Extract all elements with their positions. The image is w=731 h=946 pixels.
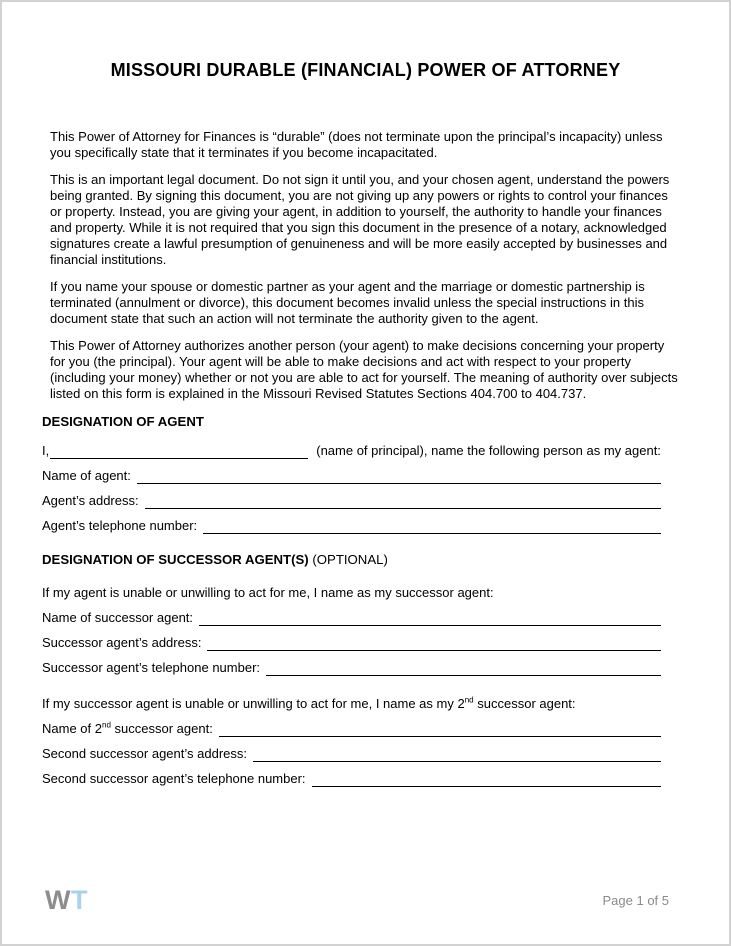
agent-address-field[interactable] (145, 495, 661, 509)
agent-name-field[interactable] (137, 470, 661, 484)
successor-address-label: Successor agent’s address: (42, 635, 202, 650)
principal-name-row (42, 442, 661, 459)
agent-phone-label: Agent’s telephone number: (42, 518, 198, 533)
second-successor-address-field[interactable] (253, 748, 661, 762)
successor-intro-text: If my agent is unable or unwilling to act for me, I name as my successor agent: (42, 585, 494, 600)
second-successor-phone-row (42, 770, 661, 787)
designation-of-successor-heading (42, 551, 679, 568)
successor-heading-bold: DESIGNATION OF SUCCESSOR AGENT(S) (42, 552, 309, 567)
second-successor-name-suffix: successor agent: (110, 721, 213, 736)
second-successor-address-label: Second successor agent’s address: (42, 746, 247, 761)
logo-letter-w: W (45, 885, 71, 915)
successor-address-field[interactable] (207, 637, 661, 651)
principal-name-field[interactable] (50, 445, 308, 459)
second-successor-address-row (42, 745, 661, 762)
successor-phone-field[interactable] (266, 662, 661, 676)
agent-address-row (42, 492, 661, 509)
second-successor-name-field[interactable] (219, 723, 661, 737)
principal-suffix-label: (name of principal), name the following person as my agent: (316, 443, 661, 458)
intro-paragraph-important-legal: This is an important legal document. Do not sign it until you, and your chosen agent, understand the powers being granted. By signing this document, you are not giving up any powers or rights to control your finances or property. Instead, you are giving your agent, in addition to yourself, the authority to handle your finances and property. While it is not required that you sign this document in the presence of a notary, acknowledged signatures create a lawful presumption of genuineness and will be more easily accepted by businesses and financial institutions. (50, 172, 670, 267)
second-successor-intro-suffix: successor agent: (473, 696, 576, 711)
successor-name-field[interactable] (199, 612, 661, 626)
intro-paragraph-authorizes: This Power of Attorney authorizes another person (your agent) to make decisions concerning your property for you (the principal). Your agent will be able to make decisions and act with respect to your property (including your money) whether or not you are able to act for yourself. The meaning of authority over subjects listed on this form is explained in the Missouri Revised Statutes Sections 404.700 to 404.737. (50, 338, 678, 401)
agent-phone-row (42, 517, 661, 534)
second-successor-name-row (42, 720, 661, 737)
second-successor-intro-ordinal: nd (464, 695, 474, 705)
successor-name-label: Name of successor agent: (42, 610, 194, 625)
agent-name-label: Name of agent: (42, 468, 131, 483)
successor-phone-label: Successor agent’s telephone number: (42, 660, 261, 675)
designation-of-agent-heading: DESIGNATION OF AGENT (42, 414, 204, 429)
second-successor-name-prefix: Name of 2 (42, 721, 102, 736)
intro-paragraph-durable: This Power of Attorney for Finances is “durable” (does not terminate upon the principal’s incapacity) unless you specifically state that it terminates if you become incapacitated. (50, 129, 663, 160)
logo-letter-t: T (70, 885, 88, 915)
second-successor-phone-field[interactable] (312, 773, 661, 787)
second-successor-intro-text (42, 695, 679, 712)
second-successor-name-label (42, 720, 213, 737)
page-footer (45, 887, 669, 914)
successor-address-row (42, 634, 661, 651)
second-successor-intro-prefix: If my successor agent is unable or unwilling to act for me, I name as my 2 (42, 696, 465, 711)
agent-name-row (42, 467, 661, 484)
wordtemplates-logo (45, 887, 88, 914)
page-number-text: Page 1 of 5 (602, 893, 669, 908)
second-successor-name-ordinal: nd (101, 720, 111, 730)
successor-name-row (42, 609, 661, 626)
successor-phone-row (42, 659, 661, 676)
agent-phone-field[interactable] (203, 520, 661, 534)
intro-paragraph-spouse: If you name your spouse or domestic partner as your agent and the marriage or domestic partnership is terminated (annulment or divorce), this document becomes invalid unless the special instructions in this document state that such an action will not terminate the authority given to the agent. (50, 279, 645, 326)
agent-address-label: Agent’s address: (42, 493, 139, 508)
second-successor-phone-label: Second successor agent’s telephone number: (42, 771, 306, 786)
principal-prefix-label: I, (42, 443, 50, 458)
successor-heading-optional: (OPTIONAL) (312, 552, 388, 567)
page-title: MISSOURI DURABLE (FINANCIAL) POWER OF ATTORNEY (110, 60, 621, 80)
